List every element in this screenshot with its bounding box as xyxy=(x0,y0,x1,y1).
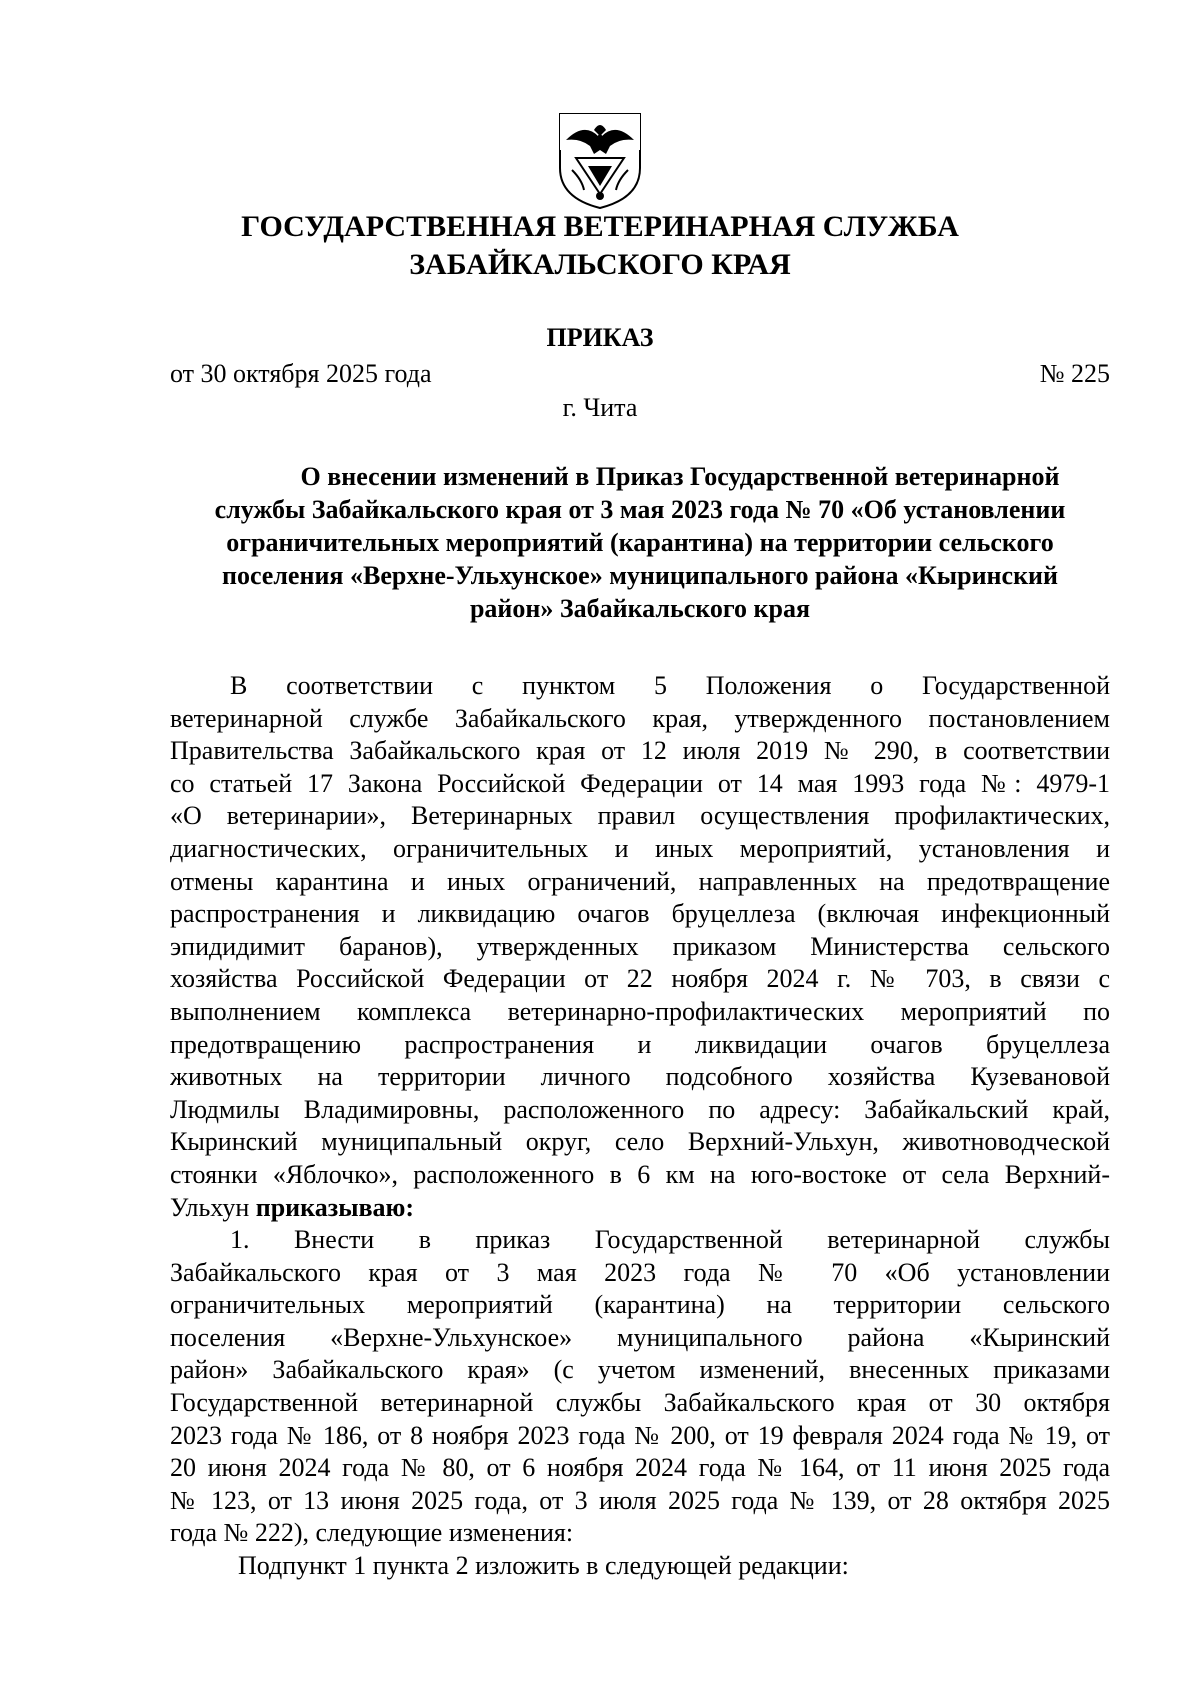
document-city: г. Чита xyxy=(562,393,638,422)
text-line xyxy=(170,1192,1110,1225)
subitem-paragraph: Подпункт 1 пункта 2 изложить в следующей редакции: xyxy=(238,1551,849,1581)
preamble-paragraph xyxy=(170,670,1110,1224)
document-subject xyxy=(170,460,1110,625)
subject-line: район» Забайкальского края xyxy=(469,594,811,623)
text-line: Правительства Забайкальского края от 12 июля 2019 № 290, в соответствии xyxy=(170,736,1110,766)
text-line: № 123, от 13 июня 2025 года, от 3 июля 2025 года № 139, от 28 октября 2025 xyxy=(170,1485,1110,1515)
text-line: Государственной ветеринарной службы Забайкальского края от 30 октября xyxy=(170,1388,1110,1418)
text-line: со статьей 17 Закона Российской Федерации от 14 мая 1993 года №: 4979-1 xyxy=(170,768,1110,798)
text-line: ветеринарной службе Забайкальского края, утвержденного постановлением xyxy=(170,703,1110,733)
text-line: Людмилы Владимировны, расположенного по адресу: Забайкальский край, xyxy=(170,1094,1110,1124)
document-body xyxy=(170,670,1110,1583)
text-line: эпидидимит баранов), утвержденных приказом Министерства сельского xyxy=(170,931,1110,961)
subject-line: ограничительных мероприятий (карантина) на территории сельского xyxy=(226,528,1054,557)
document-number: № 225 xyxy=(1039,359,1110,388)
text-line: 1. Внести в приказ Государственной ветеринарной службы xyxy=(230,1225,1110,1255)
text-line: диагностических, ограничительных и иных мероприятий, установления и xyxy=(170,833,1110,863)
text-line: район» Забайкальского края» (с учетом изменений, внесенных приказами xyxy=(170,1355,1110,1385)
order-directive: приказываю: xyxy=(255,1192,415,1222)
org-line-2: ЗАБАЙКАЛЬСКОГО КРАЯ xyxy=(409,248,791,281)
text-line: Кыринский муниципальный округ, село Верхний-Ульхун, животноводческой xyxy=(170,1127,1110,1157)
subject-line: поселения «Верхне-Ульхунское» муниципального района «Кыринский xyxy=(221,561,1059,590)
text-fragment: Ульхун xyxy=(170,1192,256,1222)
item-1-paragraph xyxy=(170,1224,1110,1550)
org-line-1: ГОСУДАРСТВЕННАЯ ВЕТЕРИНАРНАЯ СЛУЖБА xyxy=(241,210,959,243)
document-date: от 30 октября 2025 года xyxy=(170,359,432,388)
text-line: ограничительных мероприятий (карантина) на территории сельского xyxy=(170,1290,1110,1320)
document-type: ПРИКАЗ xyxy=(546,323,654,352)
text-line: 20 июня 2024 года № 80, от 6 ноября 2024 года № 164, от 11 июня 2025 года xyxy=(170,1453,1110,1483)
text-line: отмены карантина и иных ограничений, направленных на предотвращение xyxy=(170,866,1110,896)
text-line: распространения и ликвидацию очагов бруцеллеза (включая инфекционный xyxy=(170,899,1110,929)
text-line: «О ветеринарии», Ветеринарных правил осуществления профилактических, xyxy=(170,801,1110,831)
text-line: года № 222), следующие изменения: xyxy=(170,1518,574,1548)
text-line: предотвращению распространения и ликвидации очагов бруцеллеза xyxy=(170,1029,1110,1059)
text-line: выполнением комплекса ветеринарно-профилактических мероприятий по xyxy=(170,996,1110,1026)
text-line: В соответствии с пунктом 5 Положения о Государственной xyxy=(230,671,1110,700)
text-line: Забайкальского края от 3 мая 2023 года № 70 «Об установлении xyxy=(170,1257,1110,1287)
text-line: стоянки «Яблочко», расположенного в 6 км на юго-востоке от села Верхний- xyxy=(170,1159,1110,1189)
zabaykalsky-krai-coat-of-arms-icon xyxy=(554,110,646,210)
text-line: хозяйства Российской Федерации от 22 ноября 2024 г. № 703, в связи с xyxy=(170,964,1110,994)
text-line: животных на территории личного подсобного хозяйства Кузевановой xyxy=(170,1062,1110,1092)
text-line: 2023 года № 186, от 8 ноября 2023 года № 200, от 19 февраля 2024 года № 19, от xyxy=(170,1420,1110,1450)
organization-name xyxy=(0,208,1200,284)
subject-line: службы Забайкальского края от 3 мая 2023 года № 70 «Об установлении xyxy=(214,495,1066,524)
subject-line: О внесении изменений в Приказ Государственной ветеринарной xyxy=(300,462,1060,491)
text-line: поселения «Верхне-Ульхунское» муниципального района «Кыринский xyxy=(170,1322,1110,1352)
